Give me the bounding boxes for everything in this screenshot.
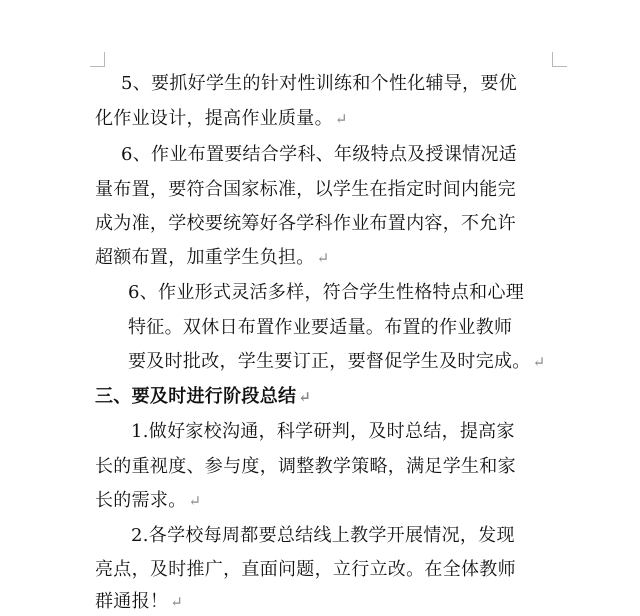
line-text: 长的需求。	[95, 490, 187, 511]
paragraph-mark-icon: ↵	[334, 110, 348, 128]
line-text: 超额布置，加重学生负担。	[95, 247, 315, 268]
paragraph-mark-icon: ↵	[316, 249, 330, 267]
paragraph-mark-icon: ↵	[188, 492, 202, 510]
line-text: 特征。双休日布置作业要适量。布置的作业教师	[128, 317, 513, 338]
line-text: 亮点，及时推广，直面问题，立行立改。在全体教师	[95, 559, 516, 580]
text-line	[95, 107, 348, 131]
text-line	[95, 590, 183, 614]
line-text: 1.做好家校沟通，科学研判，及时总结，提高家	[131, 421, 515, 442]
text-line	[121, 72, 517, 96]
text-line	[95, 558, 516, 582]
text-line	[128, 316, 512, 340]
line-text: 化作业设计，提高作业质量。	[95, 108, 333, 129]
line-text: 2.各学校每周都要总结线上教学开展情况，发现	[131, 525, 515, 546]
paragraph-mark-icon: ↵	[170, 593, 184, 611]
page-margin-corner-right	[552, 52, 567, 67]
text-line	[131, 524, 515, 548]
text-line	[95, 246, 329, 270]
text-line	[131, 420, 515, 444]
line-text: 长的重视度、参与度，调整教学策略，满足学生和家	[95, 456, 516, 477]
text-line	[95, 212, 516, 236]
line-text: 6、作业形式灵活多样，符合学生性格特点和心理	[128, 282, 525, 303]
line-text: 6、作业布置要结合学科、年级特点及授课情况适	[121, 144, 518, 165]
heading-text: 三、要及时进行阶段总结	[95, 386, 297, 407]
line-text: 5、要抓好学生的针对性训练和个性化辅导，要优	[121, 73, 518, 94]
paragraph-mark-icon: ↵	[298, 388, 312, 406]
text-line	[128, 281, 524, 305]
text-line	[128, 350, 545, 374]
section-heading	[95, 385, 311, 409]
text-line	[95, 178, 516, 202]
page-margin-corner-left	[90, 52, 105, 67]
line-text: 量布置，要符合国家标准，以学生在指定时间内能完	[95, 179, 516, 200]
paragraph-mark-icon: ↵	[532, 353, 546, 371]
line-text: 成为准，学校要统筹好各学科作业布置内容，不允许	[95, 213, 516, 234]
text-line	[95, 455, 516, 479]
line-text: 要及时批改，学生要订正，要督促学生及时完成。	[128, 351, 531, 372]
text-line	[95, 489, 201, 513]
line-text: 群通报！	[95, 591, 169, 612]
text-line	[121, 143, 517, 167]
